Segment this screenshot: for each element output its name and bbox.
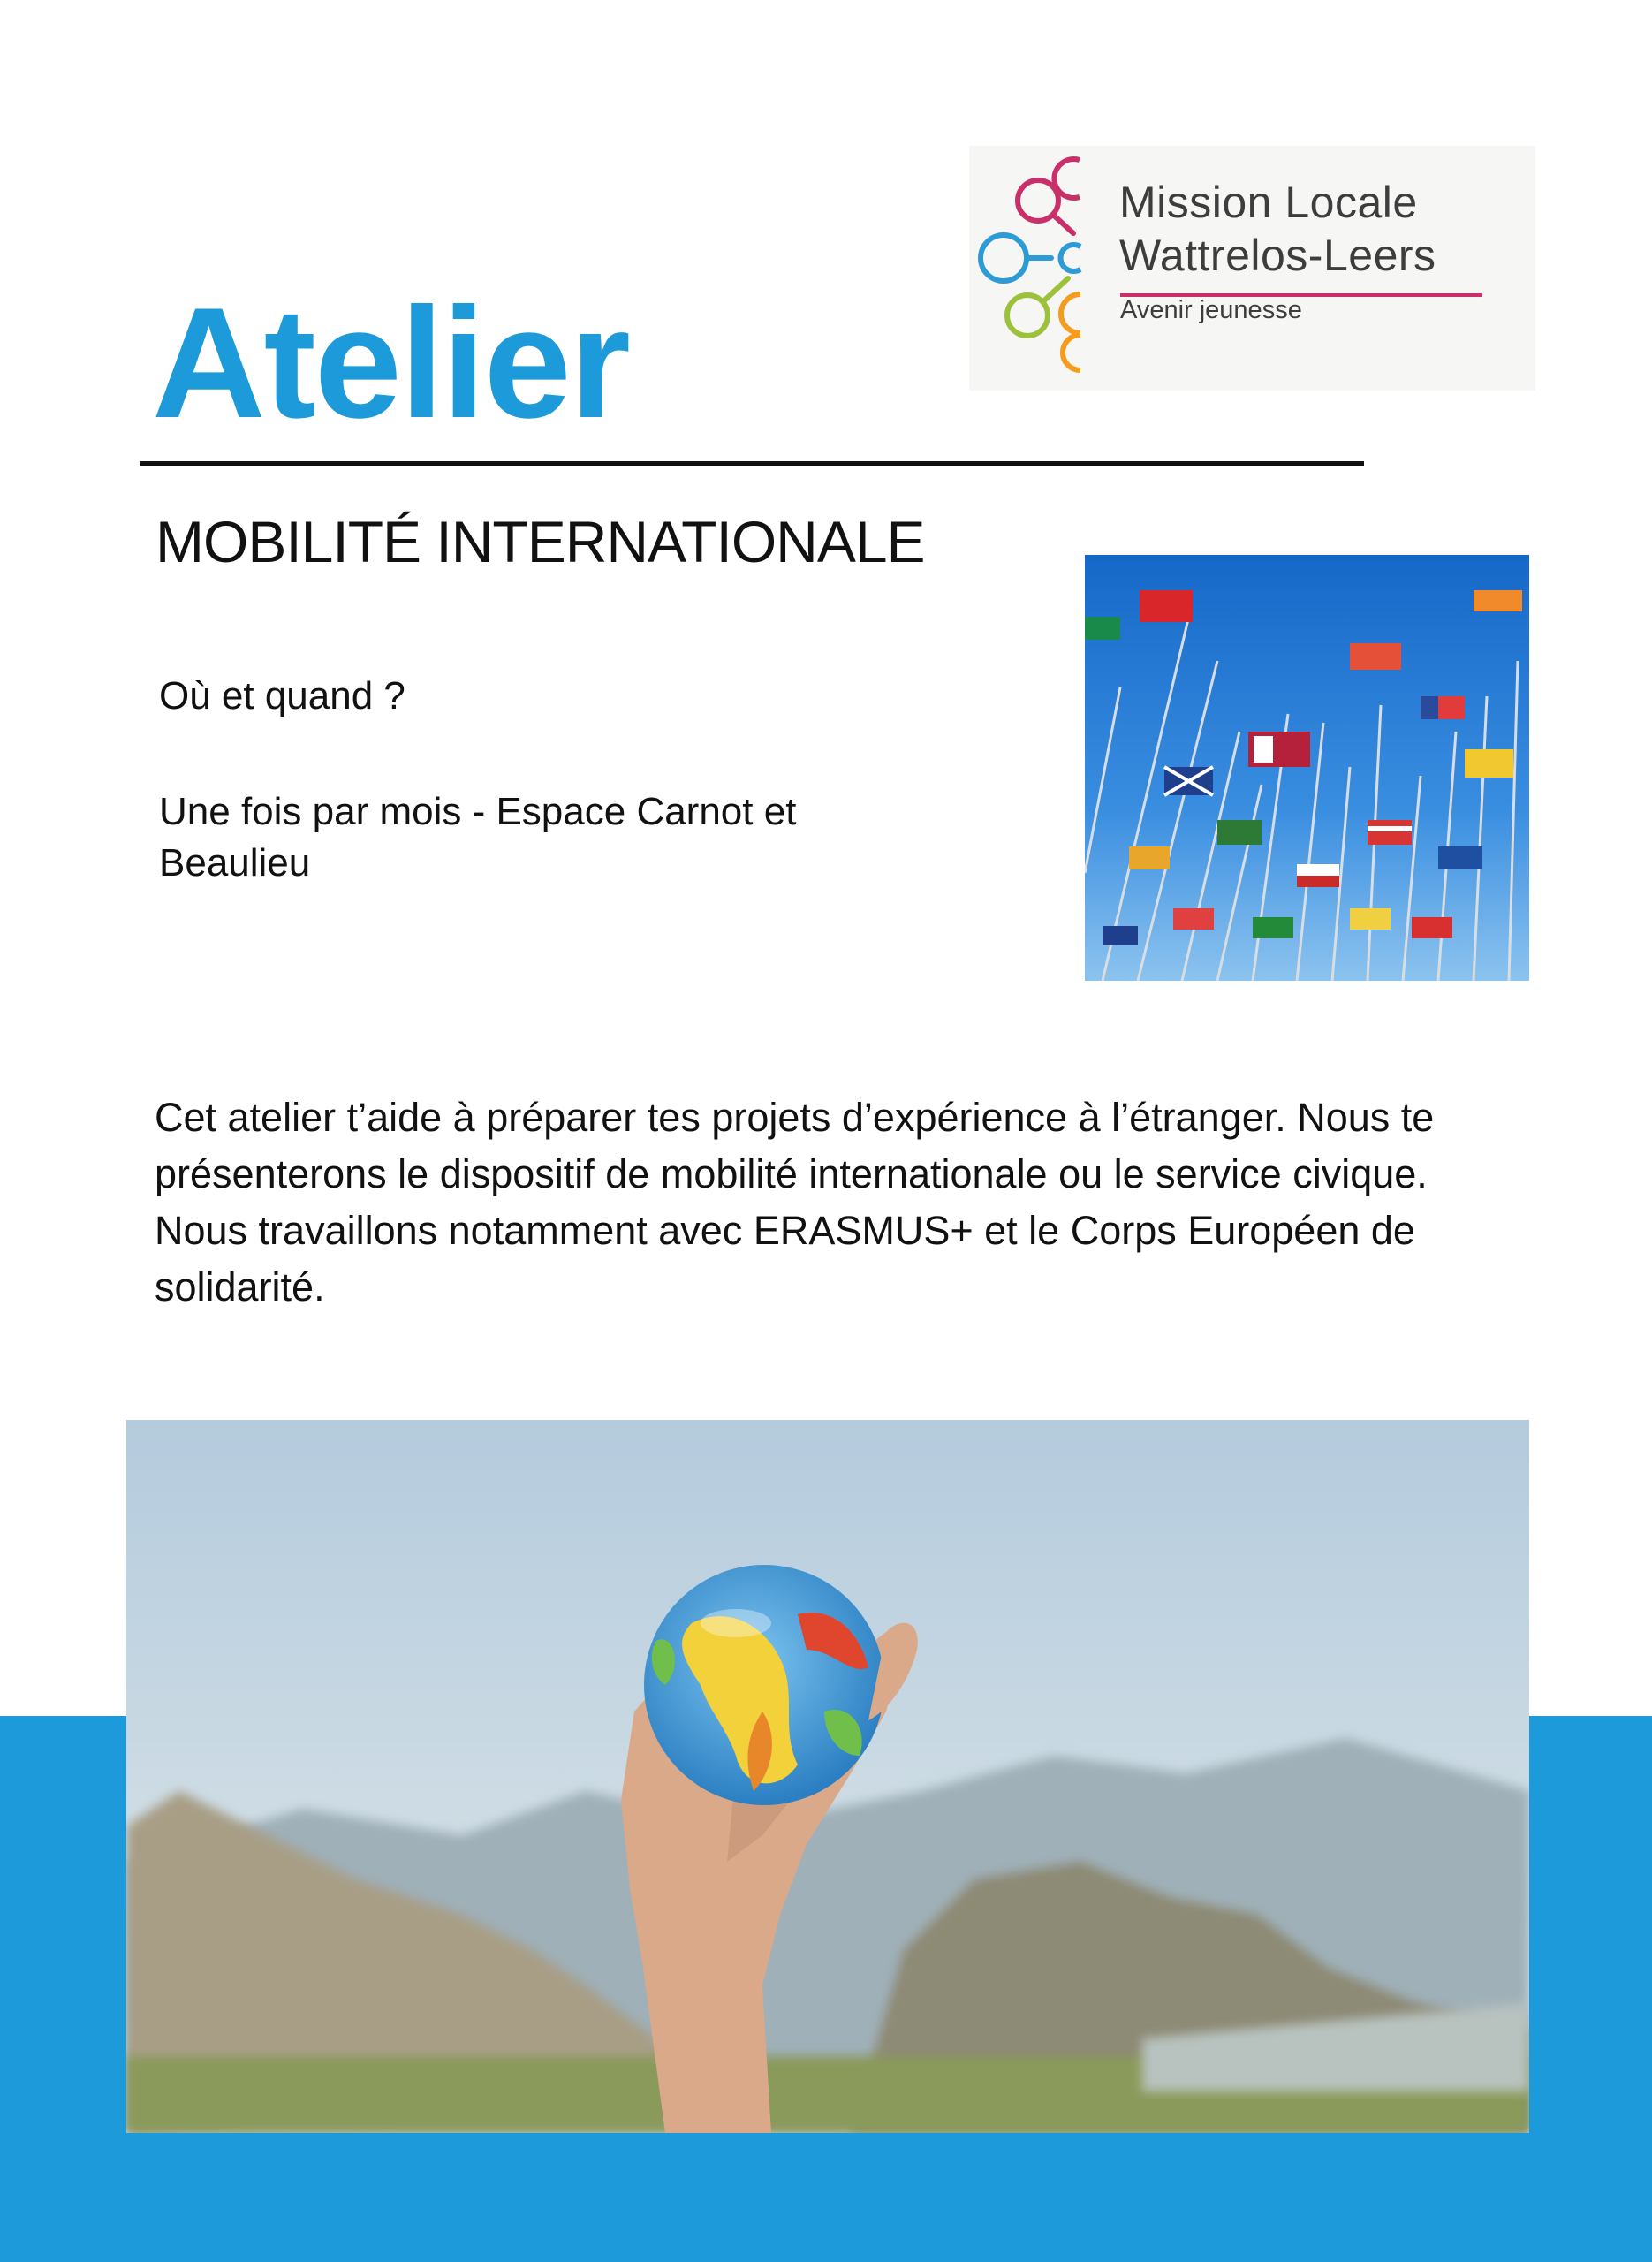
logo-line-2: Wattrelos-Leers bbox=[1119, 231, 1436, 280]
page-subtitle: MOBILITÉ INTERNATIONALE bbox=[155, 509, 925, 574]
globe-photo bbox=[126, 1420, 1529, 2133]
when-label: Où et quand ? bbox=[159, 674, 405, 717]
page-title: Atelier bbox=[152, 275, 629, 451]
description-paragraph: Cet atelier t’aide à préparer tes projets d’expérience à l’étranger. Nous te présenterons le dispositif de mobilité internationale ou le service civique. Nous travaillons notamment avec ERASMUS+ et le Corps Européen de solidarité. bbox=[155, 1095, 1435, 1309]
mission-locale-logo bbox=[969, 146, 1535, 391]
logo-tagline: Avenir jeunesse bbox=[1120, 296, 1302, 324]
logo-line-1: Mission Locale bbox=[1119, 178, 1418, 227]
flags-photo bbox=[1085, 555, 1529, 981]
title-divider bbox=[140, 461, 1364, 466]
when-text: Une fois par mois - Espace Carnot et Beaulieu bbox=[159, 790, 797, 884]
